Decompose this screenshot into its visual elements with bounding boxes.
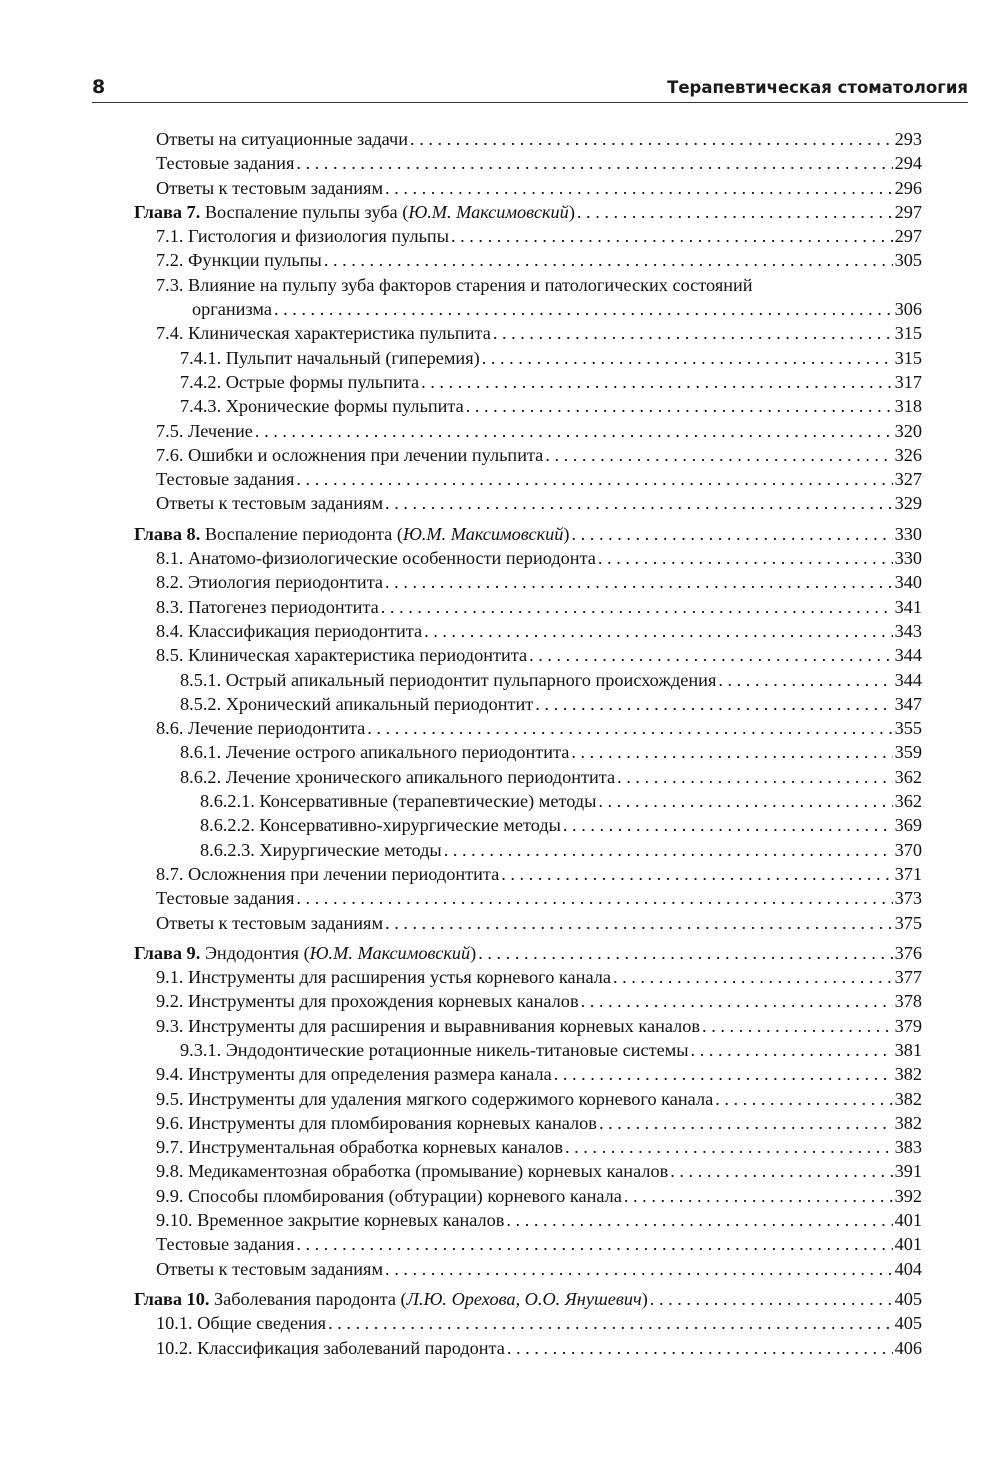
toc-entry[interactable]: 8.1. Анатомо-физиологические особенности периодонта . . . 330 <box>134 546 922 570</box>
toc-entry[interactable]: 8.2. Этиология периодонтита . . . 340 <box>134 570 922 594</box>
chapter-8-heading[interactable]: Глава 8. Воспаление периодонта (Ю.М. Максимовский) . . . 330 <box>134 522 922 546</box>
toc-entry[interactable]: 8.6.2.2. Консервативно-хирургические методы . . . 369 <box>134 813 922 837</box>
toc-entry[interactable]: 9.9. Способы пломбирования (обтурации) корневого канала . . . 392 <box>134 1184 922 1208</box>
toc-entry-line2: организма . . . 306 <box>156 297 922 321</box>
running-title: Терапевтическая стоматология <box>667 78 968 97</box>
toc-entry[interactable]: 9.5. Инструменты для удаления мягкого содержимого корневого канала . . . 382 <box>134 1087 922 1111</box>
toc-entry[interactable]: 8.6. Лечение периодонтита . . . 355 <box>134 716 922 740</box>
toc-entry[interactable]: Ответы к тестовым заданиям . . . 329 <box>134 491 922 515</box>
toc-entry[interactable]: 7.4.2. Острые формы пульпита . . . 317 <box>134 370 922 394</box>
chapter-7-heading[interactable]: Глава 7. Воспаление пульпы зуба (Ю.М. Максимовский) . . . 297 <box>134 200 922 224</box>
page-header <box>92 72 968 103</box>
toc-entry[interactable]: 9.3.1. Эндодонтические ротационные никель-титановые системы . . . 381 <box>134 1038 922 1062</box>
toc-entry[interactable]: 7.6. Ошибки и осложнения при лечении пульпита . . . 326 <box>134 443 922 467</box>
toc-entry-multiline[interactable] <box>134 273 922 322</box>
toc-entry[interactable]: 8.7. Осложнения при лечении периодонтита . . . 371 <box>134 862 922 886</box>
toc-entry[interactable]: 10.1. Общие сведения . . . 405 <box>134 1311 922 1335</box>
toc-entry[interactable]: Тестовые задания . . . 294 <box>134 151 922 175</box>
chapter-10-heading[interactable]: Глава 10. Заболевания пародонта (Л.Ю. Орехова, О.О. Янушевич) . . . 405 <box>134 1287 922 1311</box>
toc-entry[interactable]: Ответы на ситуационные задачи . . . 293 <box>134 127 922 151</box>
toc-entry[interactable]: 9.2. Инструменты для прохождения корневых каналов . . . 378 <box>134 989 922 1013</box>
toc-entry[interactable]: 9.8. Медикаментозная обработка (промывание) корневых каналов . . . 391 <box>134 1159 922 1183</box>
toc-entry[interactable]: 7.1. Гистология и физиология пульпы . . . 297 <box>134 224 922 248</box>
toc-entry[interactable]: Ответы к тестовым заданиям . . . 375 <box>134 911 922 935</box>
toc-entry[interactable]: Ответы к тестовым заданиям . . . 296 <box>134 176 922 200</box>
toc-entry[interactable]: 8.4. Классификация периодонтита . . . 343 <box>134 619 922 643</box>
toc-entry[interactable]: 7.4. Клиническая характеристика пульпита . . . 315 <box>134 321 922 345</box>
toc-entry[interactable]: 7.5. Лечение . . . 320 <box>134 419 922 443</box>
toc-entry[interactable]: 9.7. Инструментальная обработка корневых каналов . . . 383 <box>134 1135 922 1159</box>
toc-entry[interactable]: 9.1. Инструменты для расширения устья корневого канала . . . 377 <box>134 965 922 989</box>
toc-entry[interactable]: Ответы к тестовым заданиям . . . 404 <box>134 1257 922 1281</box>
toc-entry[interactable]: 8.6.2.3. Хирургические методы . . . 370 <box>134 838 922 862</box>
chapter-9-heading[interactable]: Глава 9. Эндодонтия (Ю.М. Максимовский) . . . 376 <box>134 941 922 965</box>
toc-entry[interactable]: 7.4.1. Пульпит начальный (гиперемия) . . . 315 <box>134 346 922 370</box>
toc-entry[interactable]: 10.2. Классификация заболеваний пародонта . . . 406 <box>134 1336 922 1360</box>
toc-entry[interactable]: Тестовые задания . . . 401 <box>134 1232 922 1256</box>
toc-entry[interactable]: 9.6. Инструменты для пломбирования корневых каналов . . . 382 <box>134 1111 922 1135</box>
toc-entry[interactable]: 8.6.2. Лечение хронического апикального периодонтита . . . 362 <box>134 765 922 789</box>
toc-entry[interactable]: Тестовые задания . . . 327 <box>134 467 922 491</box>
toc-entry[interactable]: 8.6.1. Лечение острого апикального периодонтита . . . 359 <box>134 740 922 764</box>
toc-entry[interactable]: 8.5.1. Острый апикальный периодонтит пульпарного происхождения . . . 344 <box>134 668 922 692</box>
page-number: 8 <box>92 76 106 98</box>
toc-entry[interactable]: 7.4.3. Хронические формы пульпита . . . 318 <box>134 394 922 418</box>
toc-entry[interactable]: 8.6.2.1. Консервативные (терапевтические) методы . . . 362 <box>134 789 922 813</box>
toc-entry[interactable]: 8.5. Клиническая характеристика периодонтита . . . 344 <box>134 643 922 667</box>
toc-entry[interactable]: 9.4. Инструменты для определения размера канала . . . 382 <box>134 1062 922 1086</box>
toc-entry[interactable]: 9.3. Инструменты для расширения и выравнивания корневых каналов . . . 379 <box>134 1014 922 1038</box>
toc-entry[interactable]: 9.10. Временное закрытие корневых каналов . . . 401 <box>134 1208 922 1232</box>
table-of-contents <box>134 127 922 1360</box>
toc-entry[interactable]: 7.2. Функции пульпы . . . 305 <box>134 248 922 272</box>
toc-entry-line1: 7.3. Влияние на пульпу зуба факторов старения и патологических состояний <box>156 274 753 295</box>
toc-entry[interactable]: 8.3. Патогенез периодонтита . . . 341 <box>134 595 922 619</box>
toc-entry[interactable]: 8.5.2. Хронический апикальный периодонтит . . . 347 <box>134 692 922 716</box>
toc-entry[interactable]: Тестовые задания . . . 373 <box>134 886 922 910</box>
